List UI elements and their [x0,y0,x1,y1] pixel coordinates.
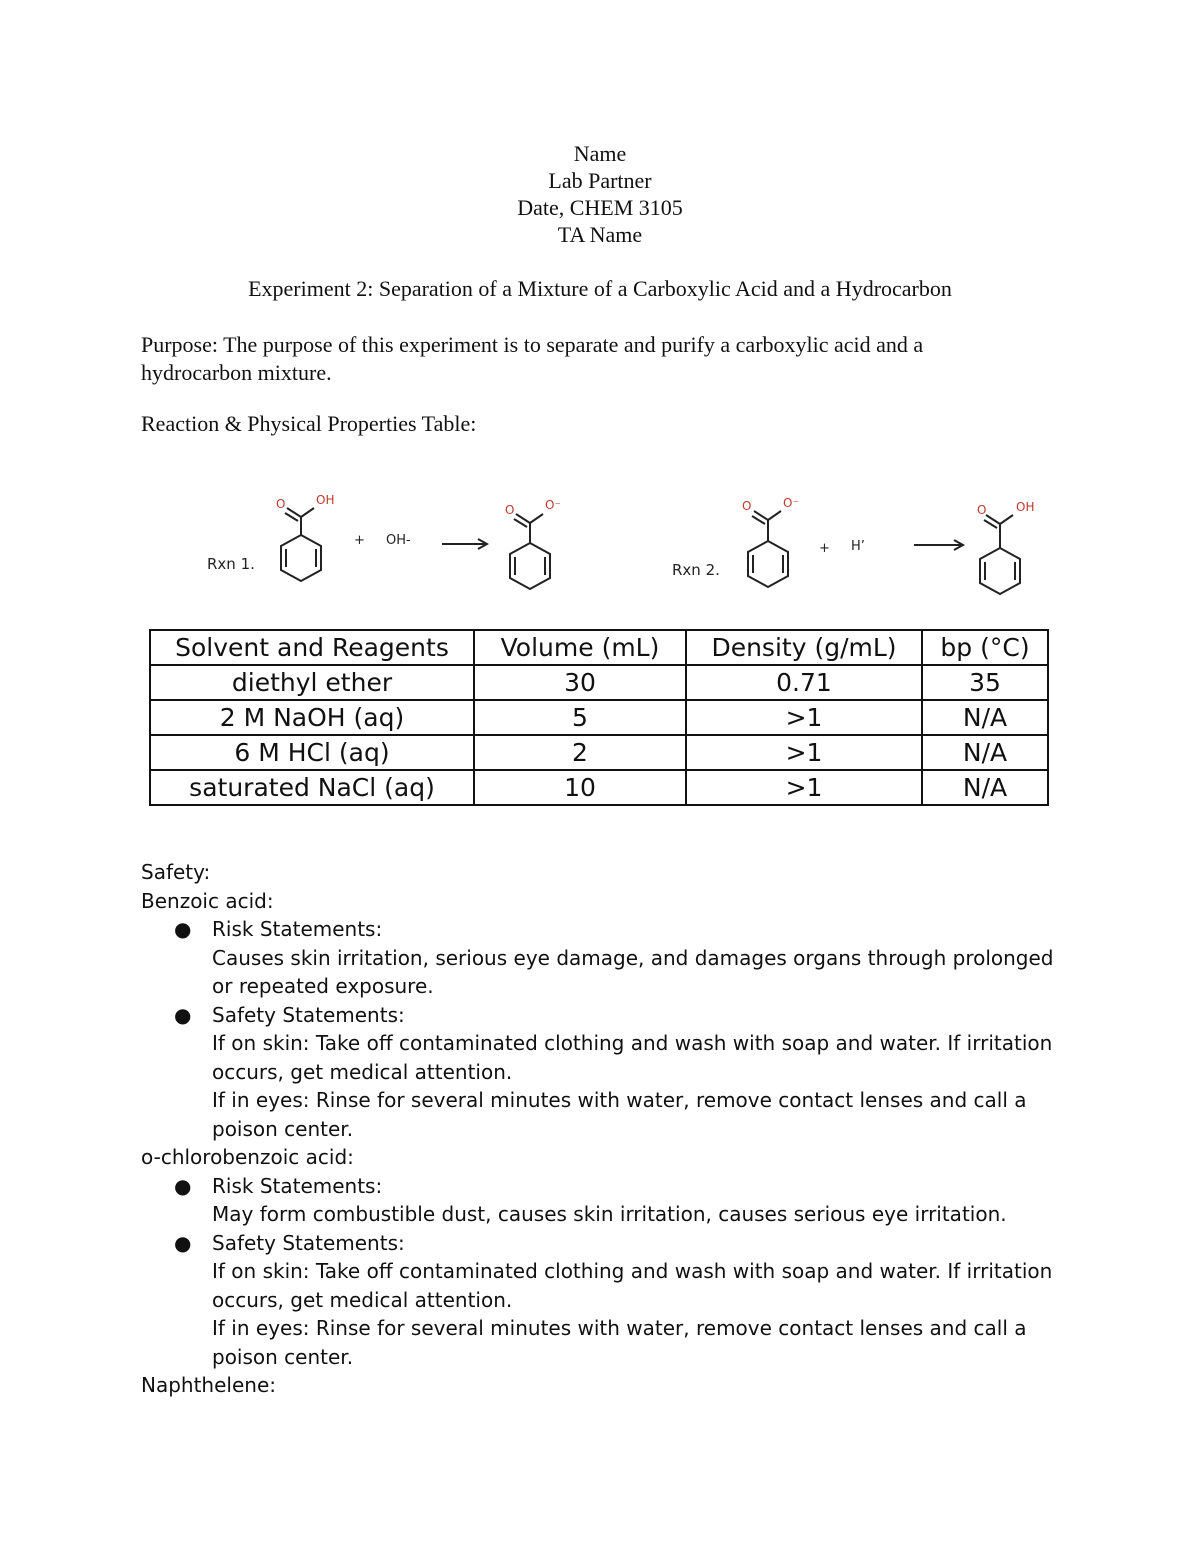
atom-o: O [276,497,286,511]
cell-bp: N/A [922,770,1048,805]
hydroxide-label: OH- [386,533,411,548]
cell-reagent: diethyl ether [150,665,474,700]
reaction-scheme [190,478,1070,598]
cell-volume: 30 [474,665,686,700]
risk-label: Risk Statements: [212,1173,383,1198]
cell-reagent: saturated NaCl (aq) [150,770,474,805]
purpose-paragraph: Purpose: The purpose of this experiment is to separate and purify a carboxylic acid and a hydrocarbon mixture. [141,332,924,385]
bullet-icon: ● [174,1173,192,1198]
list-item [141,915,1071,1001]
proton-label: H’ [851,539,865,554]
cell-density: >1 [686,770,922,805]
safety-heading: Safety: [141,860,211,884]
table-row [150,735,1048,770]
benzoate-structure-2 [742,496,799,587]
rxn2-label: Rxn 2. [672,561,720,579]
safety-label: Safety Statements: [212,1230,405,1255]
header-density: Density (g/mL) [686,630,922,665]
table-header-row [150,630,1048,665]
table-row [150,770,1048,805]
lab-partner: Lab Partner [548,168,652,193]
bullet-icon: ● [174,1002,192,1027]
experiment-title: Experiment 2: Separation of a Mixture of a Carboxylic Acid and a Hydrocarbon [248,276,952,301]
svg-text:OH: OH [1016,500,1035,514]
document-header [0,140,1200,248]
cell-volume: 5 [474,700,686,735]
plus-sign: + [354,533,365,548]
risk-label: Risk Statements: [212,917,383,941]
svg-text:O⁻: O⁻ [545,498,561,512]
cell-reagent: 6 M HCl (aq) [150,735,474,770]
cell-volume: 10 [474,770,686,805]
benzoic-acid-structure-2 [977,500,1034,594]
safety-label: Safety Statements: [212,1002,405,1027]
bullet-icon: ● [174,1230,192,1255]
compound-name: Benzoic acid: [141,888,274,913]
risk-text: Causes skin irritation, serious eye damage, and damages organs through prolonged or repeated exposure. [212,945,1054,998]
compound-statements [141,1172,1071,1372]
cell-bp: 35 [922,665,1048,700]
cell-density: >1 [686,700,922,735]
eyes-text: If in eyes: Rinse for several minutes with water, remove contact lenses and call a poison center. [212,1088,1027,1141]
benzoic-acid-structure [276,493,334,581]
cell-reagent: 2 M NaOH (aq) [150,700,474,735]
table-row [150,665,1048,700]
safety-section [141,858,1071,1400]
cell-density: 0.71 [686,665,922,700]
rxn1-label: Rxn 1. [207,555,255,573]
bullet-icon: ● [174,917,192,941]
cell-density: >1 [686,735,922,770]
eyes-text: If in eyes: Rinse for several minutes with water, remove contact lenses and call a poison center. [212,1316,1027,1369]
compound-name: Naphthelene: [141,1373,276,1397]
student-name: Name [573,141,627,166]
compound-name: o-chlorobenzoic acid: [141,1145,354,1169]
header-volume: Volume (mL) [474,630,686,665]
table-row [150,700,1048,735]
svg-text:O⁻: O⁻ [783,496,799,510]
compound-statements [141,915,1071,1143]
header-solvent: Solvent and Reagents [150,630,474,665]
svg-text:O: O [505,503,515,517]
physical-properties-table [149,629,1049,806]
benzoate-structure [505,498,561,589]
skin-text: If on skin: Take off contaminated clothing and wash with soap and water. If irritation occurs, get medical attention. [212,1259,1053,1312]
svg-text:O: O [977,503,987,517]
svg-text:O: O [742,499,752,513]
properties-heading: Reaction & Physical Properties Table: [141,411,477,436]
list-item [141,1229,1071,1372]
risk-text: May form combustible dust, causes skin irritation, causes serious eye irritation. [212,1202,1007,1226]
ta-name: TA Name [557,222,643,247]
cell-volume: 2 [474,735,686,770]
skin-text: If on skin: Take off contaminated clothing and wash with soap and water. If irritation occurs, get medical attention. [212,1031,1053,1084]
date-course: Date, CHEM 3105 [517,195,683,220]
svg-text:+: + [819,541,830,556]
list-item [141,1172,1071,1229]
list-item [141,1001,1071,1144]
cell-bp: N/A [922,735,1048,770]
header-bp: bp (°C) [922,630,1048,665]
atom-oh: OH [316,493,335,507]
cell-bp: N/A [922,700,1048,735]
